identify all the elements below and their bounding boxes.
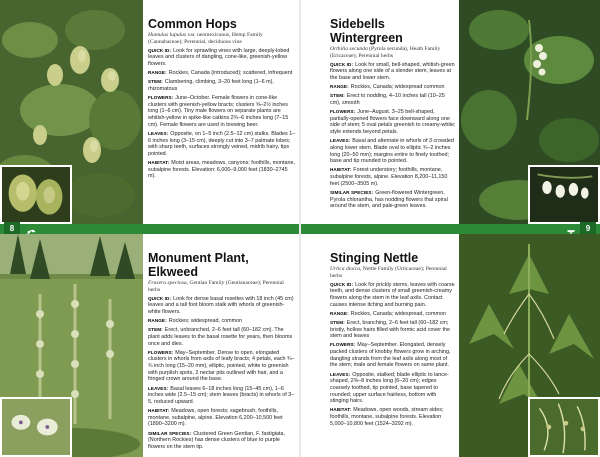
- para-flowers: FLOWERS: June–October. Female flowers in cone-like clusters with greenish-yellow bracts; clusters ⅝–2½ inches long (1–6 cm). Tiny male flowers on separate plants are whitish-yellow in spike-like catkins 2¾–6 inches long (7–15 cm). Female flowers are used in brewing beer.: [148, 94, 289, 128]
- scientific-name: Humulus lupulus var. neomexicanus, Hemp Family (Cannabaceae); Perennial, deciduous vine: [148, 32, 263, 45]
- para-leaves: LEAVES: Basal and alternate in whorls of 3 crowded along lower stem. Blade oval to elliptic ¾–2 inches long (20–50 mm); margins entire to finely toothed; base and tip rounded to pointed.: [330, 138, 454, 165]
- entry-title: Stinging Nettle: [330, 251, 419, 265]
- plant-icon: [566, 224, 576, 234]
- page-footer-bar-left: [0, 224, 300, 234]
- entry-title: Monument Plant, Elkweed: [148, 251, 249, 279]
- para-quick-id: QUICK ID: Look for small, bell-shaped, whitish-green flowers along one side of a slender stem, leaves at the base and lower stem.: [330, 61, 455, 81]
- para-flowers: FLOWERS: June–August. 3–25 bell-shaped, partially-opened flowers face downward along one side of stem; 5 oval petals greenish to creamy-white; style extends beyond petals.: [330, 108, 456, 136]
- para-flowers: FLOWERS: May–September. Dense to open, elongated clusters in whorls from axils of leafy bracts; 4 petals, each ¾–¾ inch long (15–20 mm), elliptic, pointed, white to greenish with purplish spots, 2 nectar pits outlined with hair, and a fringed crown around the base.: [148, 349, 295, 383]
- entry-title: Common Hops: [148, 17, 237, 31]
- para-habitat: HABITAT: Forest understory; foothills, montane, subalpine forests, alpine. Elevation 8,200–11,150 feet (2500–3505 m).: [330, 167, 448, 187]
- sidebells-inset-photo: [528, 165, 600, 224]
- para-range: RANGE: Rockies, Canada; widespread common: [330, 84, 445, 91]
- para-quick-id: QUICK ID: Look for prickly stems, leaves with coarse teeth, and dense clusters of small greenish-creamy flowers along the stem in the leaf axils. Contact causes intense itching and burning pain.: [330, 281, 455, 308]
- para-range: RANGE: Rockies, Canada; widespread, common: [330, 310, 447, 317]
- para-leaves: LEAVES: Opposite, on 1–5 inch (2.5–12 cm) stalks. Blades 1–6 inches long (3–15 cm), deeply cut into 3–7 palmate lobes; with sharp teeth, surfaces strongly veined, midrib hairy, tips pointed.: [148, 130, 296, 157]
- para-similar-species: SIMILAR SPECIES: Clustered Green Gentian, F. fastigiata, (Northern Rockies) has dense clusters of blue to purple flowers on the stem tip.: [148, 430, 285, 450]
- para-stem: STEM: Clambering, climbing, 3–20 feet long (1–6 m), rhizomatous: [148, 79, 274, 92]
- page-footer-bar-right: [300, 224, 600, 234]
- hops-inset-photo: [0, 165, 72, 224]
- para-habitat: HABITAT: Moist areas, meadows, canyons; foothills, montane, subalpine forests. Elevation: 6,000–9,000 feet (1830–2745 m).: [148, 160, 296, 180]
- para-quick-id: QUICK ID: Look for dense basal rosettes with 18 inch (45 cm) leaves and a tall foot bloom stalk with whorls of greenish-white flowers.: [148, 295, 294, 315]
- stinging-nettle-inset-photo: [528, 397, 600, 457]
- para-range: RANGE: Rockies; widespread, common: [148, 318, 243, 325]
- para-range: RANGE: Rockies, Canada (introduced); scattered, infrequent: [148, 70, 293, 77]
- entry-stinging-nettle: [330, 251, 456, 428]
- entry-common-hops: [148, 17, 296, 180]
- book-gutter: [299, 0, 301, 457]
- entry-sidebells-wintergreen: [330, 17, 456, 210]
- entry-title: Sidebells Wintergreen: [330, 17, 403, 45]
- para-stem: STEM: Erect, unbranched, 2–6 feet tall (60–182 cm). The plant adds leaves to the basal rosette for years, then blooms once and dies.: [148, 327, 293, 347]
- entry-monument-plant: [148, 251, 296, 451]
- vine-icon: [26, 224, 36, 234]
- para-flowers: FLOWERS: May–September. Elongated, densely packed clusters of knobby flowers grow in arching, dangling strands from the leaf axils along most of the stem; male and female flowers on same plant.: [330, 342, 451, 369]
- para-similar-species: SIMILAR SPECIES: Green-flowered Wintergreen, Pyrola chlorantha, has nodding flowers that spiral around the stem, and pale-green leaves.: [330, 189, 448, 210]
- scientific-name: Frasera speciosa, Gentian Family (Gentianaceae); Perennial herbs: [148, 280, 284, 293]
- para-leaves: LEAVES: Basal leaves 6–18 inches long (15–45 cm), 1–6 inches wide (2.5–15 cm); stem leaves (bracts) in whorls of 3–5, reduced upward.: [148, 385, 295, 405]
- para-habitat: HABITAT: Meadows, open woods, stream sides; foothills, montane, subalpine forests. Elevation 5,000–10,800 feet (1524–3292 m).: [330, 407, 444, 427]
- monument-plant-inset-photo: [0, 397, 72, 457]
- para-quick-id: QUICK ID: Look for sprawling vines with large, deeply-lobed leaves and clusters of dangling, cone-like, greenish-yellow flowers.: [148, 47, 290, 67]
- scientific-name: Urtica dioica, Nettle Family (Urticaceae); Perennial herbs: [330, 266, 447, 279]
- page-number-left: 8: [4, 222, 20, 236]
- page-number-right: 9: [580, 222, 596, 236]
- para-stem: STEM: Erect to nodding, 4–10 inches tall (10–25 cm), smooth: [330, 93, 445, 106]
- para-habitat: HABITAT: Meadows, open forests; sagebrush, foothills, montane, subalpine, alpine. Elevation 6,200–10,500 feet (1890–3200 m).: [148, 408, 283, 428]
- para-stem: STEM: Erect, branching, 2–6 feet tall (60–182 cm; bristly, hollow hairs filled with formic acid cover the stem and leaves: [330, 319, 451, 340]
- scientific-name: Orthilia secunda (Pyrola secunda), Heath Family (Ericaceae); Perennial herbs: [330, 46, 441, 59]
- para-leaves: LEAVES: Opposite, stalked; blade elliptic to lance-shaped, 2⅜–8 inches long (6–20 cm); edges coarsely toothed, tip pointed, base tapered to rounded; upper surface hairless, bottom with stinging hairs.: [330, 371, 449, 405]
